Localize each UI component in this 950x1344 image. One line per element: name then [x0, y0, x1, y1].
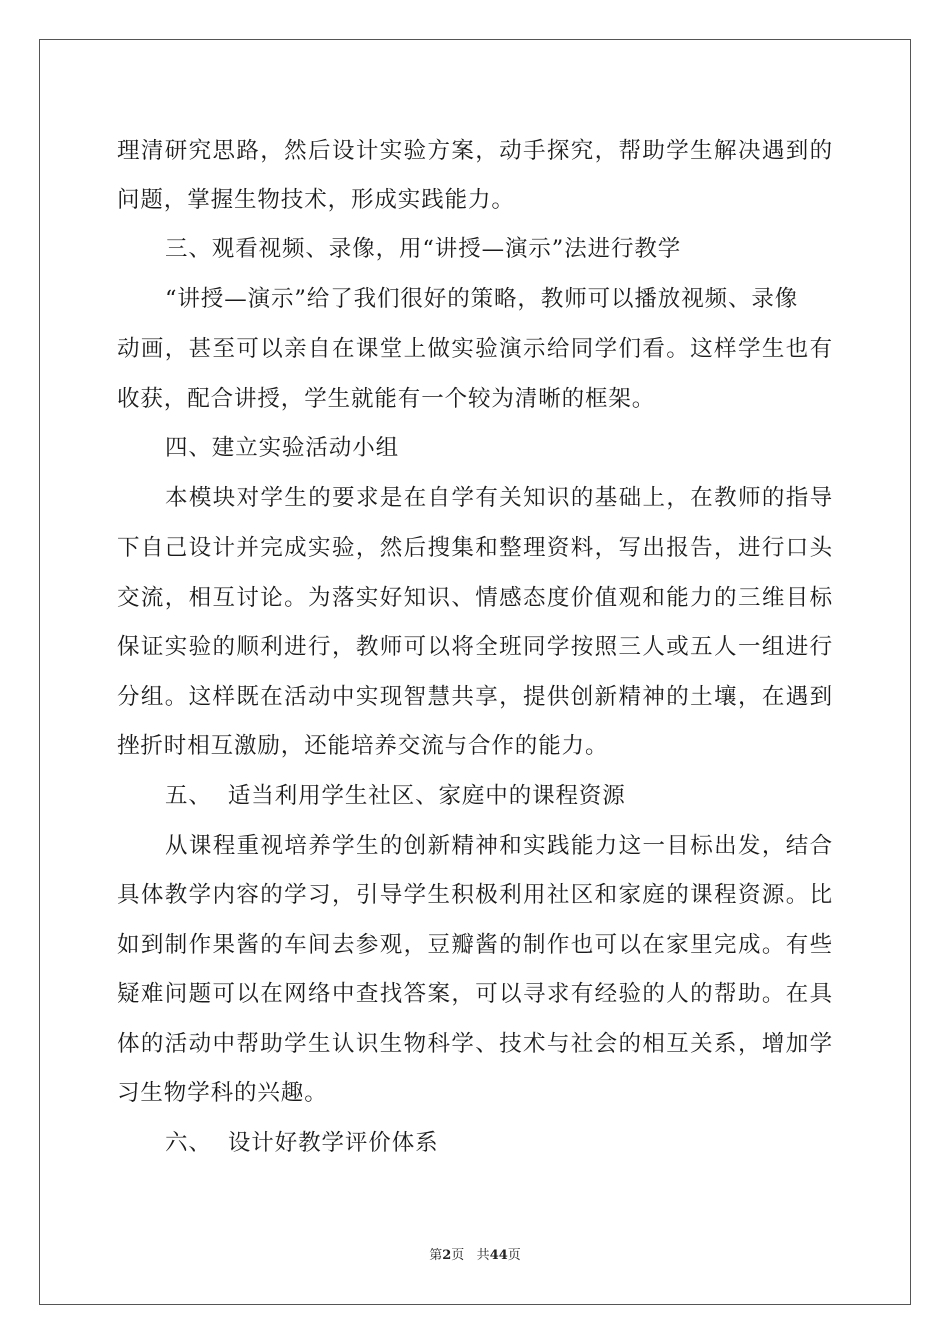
paragraph-line: 本模块对学生的要求是在自学有关知识的基础上，在教师的指导 [165, 485, 833, 511]
page-border [39, 39, 911, 1305]
section-heading: 四、建立实验活动小组 [165, 435, 400, 461]
paragraph-line: 问题，掌握生物技术，形成实践能力。 [117, 187, 515, 213]
section-heading: 五、 适当利用学生社区、家庭中的课程资源 [165, 783, 626, 809]
paragraph-line: 交流，相互讨论。为落实好知识、情感态度价值观和能力的三维目标 [117, 585, 833, 611]
page-number-suffix: 页 [451, 1248, 465, 1263]
paragraph-line: 从课程重视培养学生的创新精神和实践能力这一目标出发，结合 [165, 833, 833, 859]
section-heading: 三、观看视频、录像，用“讲授—演示”法进行教学 [165, 236, 682, 262]
page-number-prefix: 第 [429, 1248, 443, 1263]
paragraph-line: 分组。这样既在活动中实现智慧共享，提供创新精神的土壤，在遇到 [117, 684, 833, 710]
paragraph-line: 习生物学科的兴趣。 [117, 1080, 328, 1106]
page-number: 2 [442, 1248, 452, 1263]
total-pages: 44 [489, 1248, 508, 1263]
paragraph-line: 体的活动中帮助学生认识生物科学、技术与社会的相互关系，增加学 [117, 1031, 833, 1057]
paragraph-line: 疑难问题可以在网络中查找答案，可以寻求有经验的人的帮助。在具 [117, 981, 833, 1007]
section-heading: 六、 设计好教学评价体系 [165, 1130, 439, 1156]
paragraph-line: 下自己设计并完成实验，然后搜集和整理资料，写出报告，进行口头 [117, 535, 833, 561]
paragraph-line: “讲授—演示”给了我们很好的策略，教师可以播放视频、录像 [165, 286, 799, 312]
paragraph-line: 理清研究思路，然后设计实验方案，动手探究，帮助学生解决遇到的 [117, 138, 833, 164]
paragraph-line: 挫折时相互激励，还能培养交流与合作的能力。 [117, 733, 609, 759]
paragraph-line: 动画，甚至可以亲自在课堂上做实验演示给同学们看。这样学生也有 [117, 336, 833, 362]
page-footer [0, 1247, 950, 1265]
paragraph-line: 如到制作果酱的车间去参观，豆瓣酱的制作也可以在家里完成。有些 [117, 932, 833, 958]
total-pages-suffix: 页 [507, 1248, 521, 1263]
paragraph-line: 保证实验的顺利进行，教师可以将全班同学按照三人或五人一组进行 [117, 634, 833, 660]
total-pages-prefix: 共 [476, 1248, 490, 1263]
paragraph-line: 具体教学内容的学习，引导学生积极利用社区和家庭的课程资源。比 [117, 882, 833, 908]
paragraph-line: 收获，配合讲授，学生就能有一个较为清晰的框架。 [117, 386, 656, 412]
